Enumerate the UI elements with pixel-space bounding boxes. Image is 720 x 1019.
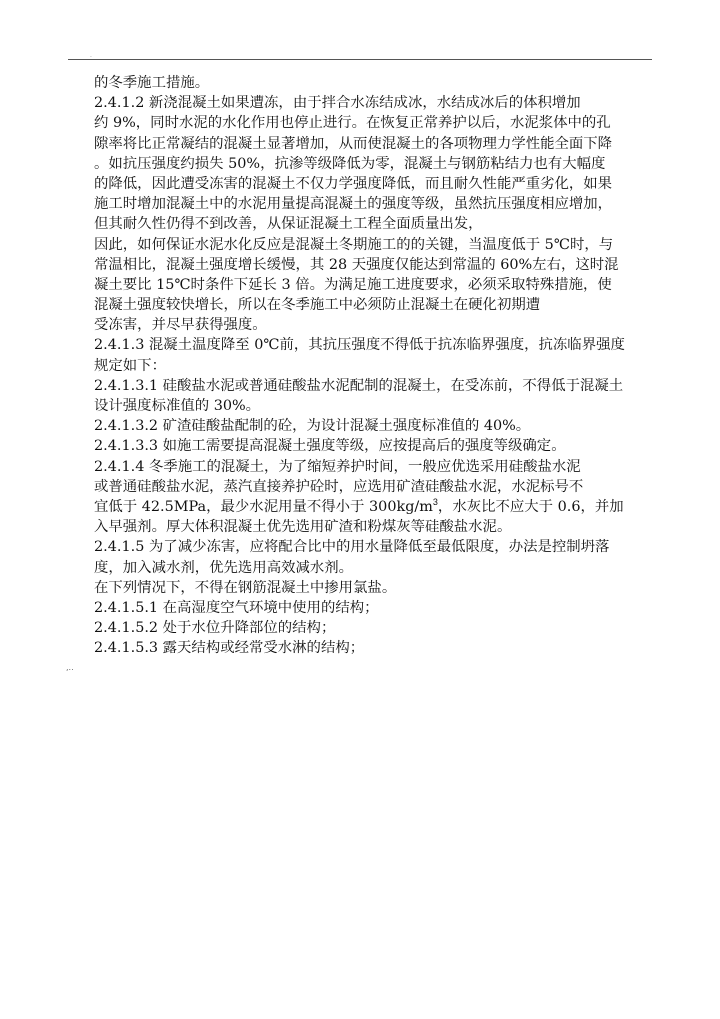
- superscript: 3: [432, 496, 438, 507]
- text-line: 2.4.1.5.2 处于水位升降部位的结构；: [94, 620, 336, 637]
- text-line: 2.4.1.5.1 在高湿度空气环境中使用的结构；: [94, 599, 379, 616]
- text-line: 入早强剂。厚大体积混凝土优先选用矿渣和粉煤灰等硅酸盐水泥。: [94, 519, 512, 536]
- text-segment: ，水灰比不应大于 0.6，并加: [437, 498, 624, 515]
- text-line: 凝土要比 15℃时条件下延长 3 倍。为满足施工进度要求，必须采取特殊措施，使: [94, 276, 612, 293]
- text-line: 的降低，因此遭受冻害的混凝土不仅力学强度降低，而且耐久性能严重劣化，如果: [94, 175, 613, 192]
- text-line: 混凝土强度较快增长，所以在冬季施工中必须防止混凝土在硬化初期遭: [94, 297, 541, 314]
- text-line: 2.4.1.3 混凝土温度降至 0℃前，其抗压强度不得低于抗冻临界强度，抗冻临界强度: [94, 337, 625, 354]
- text-line: [94, 497, 669, 517]
- text-segment: 宜低于 42.5MPa，最少水泥用量不得小于 300kg/m: [94, 498, 433, 515]
- text-line: 施工时增加混凝土中的水泥用量提高混凝土的强度等级，虽然抗压强度相应增加，: [94, 196, 613, 213]
- text-line: 规定如下：: [94, 357, 166, 374]
- text-line: 设计强度标准值的 30%。: [94, 398, 261, 414]
- text-line: 2.4.1.3.1 硅酸盐水泥或普通硅酸盐水泥配制的混凝土，在受冻前，不得低于混凝土: [94, 377, 624, 394]
- text-line: 2.4.1.2 新浇混凝土如果遭冻，由于拌合水冻结成冰，水结成冰后的体积增加: [94, 95, 581, 112]
- header-dot: .: [90, 52, 92, 59]
- text-line: 隙率将比正常凝结的混凝土显著增加，从而使混凝土的各项物理力学性能全面下降: [94, 135, 613, 152]
- document-body: [94, 73, 669, 658]
- text-line: 度，加入减水剂，优先选用高效减水剂。: [94, 559, 354, 576]
- header-rule: [68, 59, 652, 60]
- text-line: 在下列情况下，不得在钢筋混凝土中掺用氯盐。: [94, 579, 397, 596]
- footer-mark: ,..: [66, 663, 74, 672]
- text-line: 2.4.1.3.2 矿渣硅酸盐配制的砼，为设计混凝土强度标准值的 40%。: [94, 418, 531, 435]
- text-line: 但其耐久性仍得不到改善，从保证混凝土工程全面质量出发，: [94, 216, 483, 233]
- text-line: 2.4.1.3.3 如施工需要提高混凝土强度等级，应按提高后的强度等级确定。: [94, 438, 566, 455]
- text-line: 或普通硅酸盐水泥，蒸汽直接养护砼时，应选用矿渣硅酸盐水泥，水泥标号不: [94, 478, 584, 495]
- text-line: 2.4.1.5 为了减少冻害，应将配合比中的用水量降低至最低限度，办法是控制坍落: [94, 539, 610, 556]
- text-line: 因此，如何保证水泥水化反应是混凝土冬期施工的的关键，当温度低于 5℃时，与: [94, 236, 614, 253]
- text-line: 2.4.1.4 冬季施工的混凝土，为了缩短养护时间，一般应优选采用硅酸盐水泥: [94, 458, 581, 475]
- text-line: 受冻害，并尽早获得强度。: [94, 317, 267, 334]
- text-line: 。如抗压强度约损失 50%，抗渗等级降低为零，混凝土与钢筋粘结力也有大幅度: [94, 155, 606, 172]
- text-line: 约 9%，同时水泥的水化作用也停止进行。在恢复正常养护以后，水泥浆体中的孔: [94, 115, 611, 132]
- text-line: 常温相比，混凝土强度增长缓慢，其 28 天强度仅能达到常温的 60%左右，这时混: [94, 256, 619, 273]
- text-line: 的冬季施工措施。: [94, 75, 210, 91]
- text-line: 2.4.1.5.3 露天结构或经常受水淋的结构；: [94, 640, 365, 657]
